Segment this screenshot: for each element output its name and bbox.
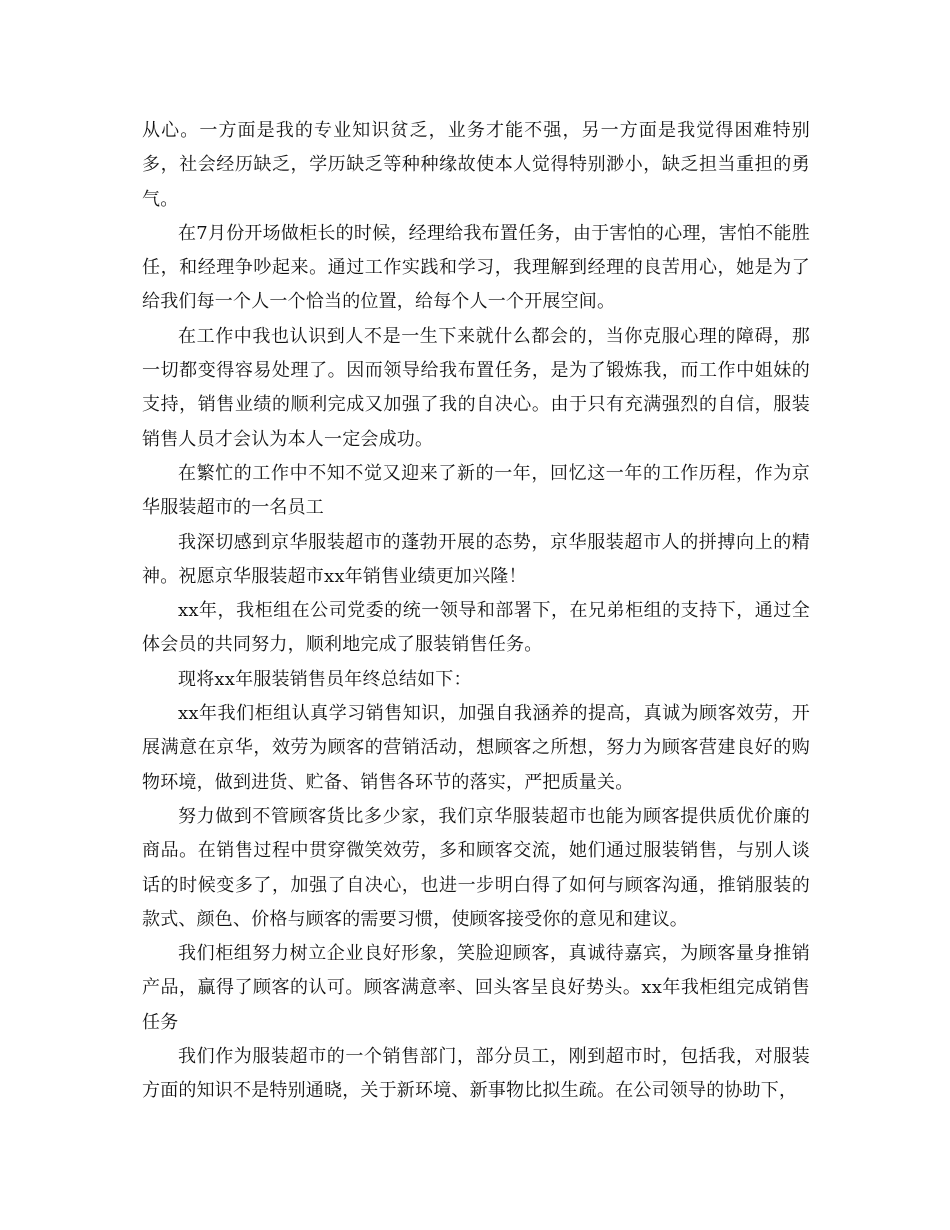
paragraph: 现将xx年服装销售员年终总结如下： xyxy=(178,668,472,690)
paragraph: 我们作为服装超市的一个销售部门，部分员工，刚到超市时，包括我，对服装方面的知识不是特别通晓，关于新环境、新事物比拟生疏。在公司领导的协助下， xyxy=(142,1046,810,1102)
document-body xyxy=(142,114,810,1109)
paragraph: 我们柜组努力树立企业良好形象，笑脸迎顾客，真诚待嘉宾，为顾客量身推销产品，赢得了顾客的认可。顾客满意率、回头客呈良好势头。xx年我柜组完成销售任务 xyxy=(142,943,810,1033)
paragraph: 我深切感到京华服装超市的蓬勃开展的态势，京华服装超市人的拼搏向上的精神。祝愿京华服装超市xx年销售业绩更加兴隆！ xyxy=(142,531,810,587)
paragraph: 在繁忙的工作中不知不觉又迎来了新的一年，回忆这一年的工作历程，作为京华服装超市的一名员工 xyxy=(142,462,810,519)
paragraph: xx年我们柜组认真学习销售知识，加强自我涵养的提高，真诚为顾客效劳，开展满意在京华，效劳为顾客的营销活动，想顾客之所想，努力为顾客营建良好的购物环境，做到进货、贮备、销售各环节的落实，严把质量关。 xyxy=(142,703,810,793)
paragraph-continued: 从心。一方面是我的专业知识贫乏，业务才能不强，另一方面是我觉得困难特别多，社会经历缺乏，学历缺乏等种种缘故使本人觉得特别渺小，缺乏担当重担的勇气。 xyxy=(142,120,810,210)
paragraph: 在7月份开场做柜长的时候，经理给我布置任务，由于害怕的心理，害怕不能胜任，和经理争吵起来。通过工作实践和学习，我理解到经理的良苦用心，她是为了给我们每一个人一个恰当的位置，给每个人一个开展空间。 xyxy=(142,222,810,313)
paragraph: 努力做到不管顾客货比多少家，我们京华服装超市也能为顾客提供质优价廉的商品。在销售过程中贯穿微笑效劳，多和顾客交流，她们通过服装销售，与别人谈话的时候变多了，加强了自决心，也进一步明白得了如何与顾客沟通，推销服装的款式、颜色、价格与顾客的需要习惯，使顾客接受你的意见和建议。 xyxy=(142,805,810,930)
paragraph: xx年，我柜组在公司党委的统一领导和部署下，在兄弟柜组的支持下，通过全体会员的共同努力，顺利地完成了服装销售任务。 xyxy=(142,600,810,656)
paragraph: 在工作中我也认识到人不是一生下来就什么都会的，当你克服心理的障碍，那一切都变得容易处理了。因而领导给我布置任务，是为了锻炼我，而工作中姐妹的支持，销售业绩的顺利完成又加强了我的自决心。由于只有充满强烈的自信，服装销售人员才会认为本人一定会成功。 xyxy=(142,325,810,450)
